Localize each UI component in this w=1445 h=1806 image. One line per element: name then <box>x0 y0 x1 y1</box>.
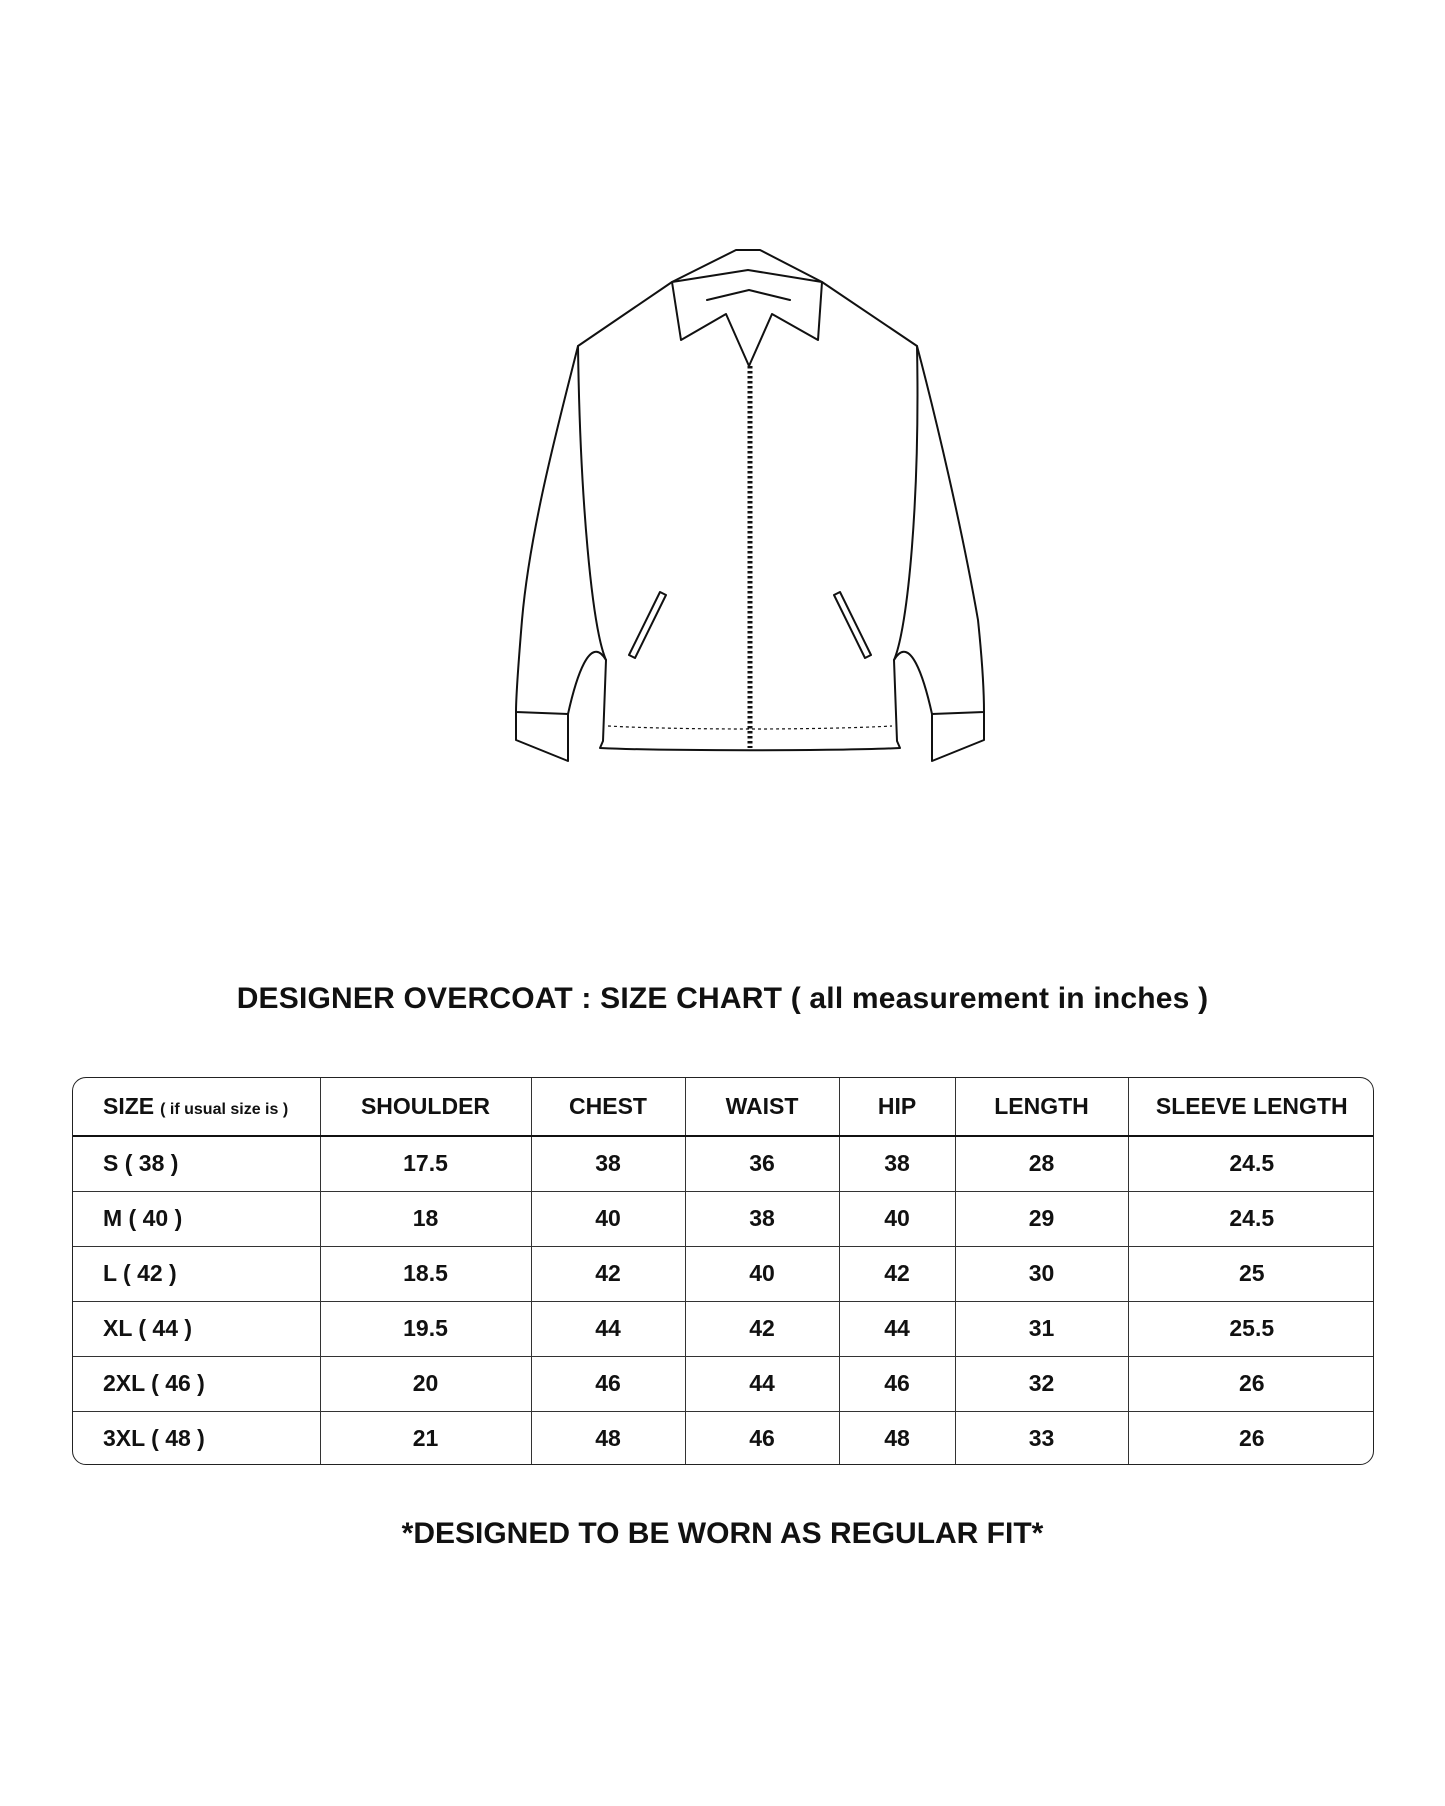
cell-waist: 42 <box>685 1301 839 1356</box>
header-hip: HIP <box>839 1078 955 1136</box>
table-row <box>73 1301 1374 1356</box>
cell-size: M ( 40 ) <box>73 1191 320 1246</box>
header-waist: WAIST <box>685 1078 839 1136</box>
table-row <box>73 1136 1374 1191</box>
cell-shoulder: 19.5 <box>320 1301 531 1356</box>
header-shoulder: SHOULDER <box>320 1078 531 1136</box>
header-size-note: ( if usual size is ) <box>160 1101 289 1118</box>
jacket-right-sleeve <box>894 346 984 714</box>
cell-chest: 46 <box>531 1356 685 1411</box>
cell-length: 33 <box>955 1411 1128 1465</box>
cell-hip: 40 <box>839 1191 955 1246</box>
cell-sleeve-length: 24.5 <box>1128 1191 1374 1246</box>
header-sleeve-length: SLEEVE LENGTH <box>1128 1078 1374 1136</box>
header-row <box>73 1078 1374 1136</box>
size-chart-table-container <box>72 1077 1374 1465</box>
jacket-illustration <box>500 248 1000 778</box>
cell-shoulder: 20 <box>320 1356 531 1411</box>
cell-waist: 44 <box>685 1356 839 1411</box>
cell-size: S ( 38 ) <box>73 1136 320 1191</box>
jacket-right-pocket <box>834 592 871 658</box>
cell-shoulder: 17.5 <box>320 1136 531 1191</box>
cell-shoulder: 18.5 <box>320 1246 531 1301</box>
cell-hip: 44 <box>839 1301 955 1356</box>
jacket-left-sleeve <box>516 346 606 714</box>
table-row <box>73 1191 1374 1246</box>
size-chart-table <box>73 1078 1374 1465</box>
cell-size: L ( 42 ) <box>73 1246 320 1301</box>
cell-chest: 44 <box>531 1301 685 1356</box>
jacket-left-pocket <box>629 592 666 658</box>
fit-footnote: *DESIGNED TO BE WORN AS REGULAR FIT* <box>401 1517 1044 1550</box>
header-chest: CHEST <box>531 1078 685 1136</box>
cell-sleeve-length: 25 <box>1128 1246 1374 1301</box>
cell-sleeve-length: 26 <box>1128 1411 1374 1465</box>
cell-hip: 46 <box>839 1356 955 1411</box>
cell-sleeve-length: 26 <box>1128 1356 1374 1411</box>
header-size: SIZE ( if usual size is ) <box>73 1078 320 1136</box>
cell-hip: 42 <box>839 1246 955 1301</box>
cell-chest: 40 <box>531 1191 685 1246</box>
cell-length: 32 <box>955 1356 1128 1411</box>
cell-chest: 42 <box>531 1246 685 1301</box>
cell-sleeve-length: 25.5 <box>1128 1301 1374 1356</box>
cell-sleeve-length: 24.5 <box>1229 1150 1275 1177</box>
header-length: LENGTH <box>955 1078 1128 1136</box>
jacket-collar <box>672 250 822 366</box>
size-chart-title: DESIGNER OVERCOAT : SIZE CHART ( all measurement in inches ) <box>236 982 1209 1015</box>
cell-waist: 38 <box>685 1191 839 1246</box>
cell-length: 29 <box>955 1191 1128 1246</box>
table-row <box>73 1246 1374 1301</box>
cell-waist: 40 <box>685 1246 839 1301</box>
cell-size: 2XL ( 46 ) <box>73 1356 320 1411</box>
cell-length: 28 <box>955 1136 1128 1191</box>
cell-waist: 36 <box>685 1136 839 1191</box>
cell-chest: 38 <box>531 1136 685 1191</box>
cell-hip: 48 <box>839 1411 955 1465</box>
table-row <box>73 1411 1374 1465</box>
cell-hip: 38 <box>839 1136 955 1191</box>
jacket-left-cuff <box>516 712 568 761</box>
cell-size: XL ( 44 ) <box>73 1301 320 1356</box>
cell-shoulder: 21 <box>320 1411 531 1465</box>
table-row <box>73 1356 1374 1411</box>
jacket-right-cuff <box>932 712 984 761</box>
cell-shoulder: 18 <box>320 1191 531 1246</box>
cell-length: 31 <box>955 1301 1128 1356</box>
cell-chest: 48 <box>531 1411 685 1465</box>
cell-waist: 46 <box>685 1411 839 1465</box>
cell-length: 30 <box>955 1246 1128 1301</box>
cell-size: 3XL ( 48 ) <box>73 1411 320 1465</box>
